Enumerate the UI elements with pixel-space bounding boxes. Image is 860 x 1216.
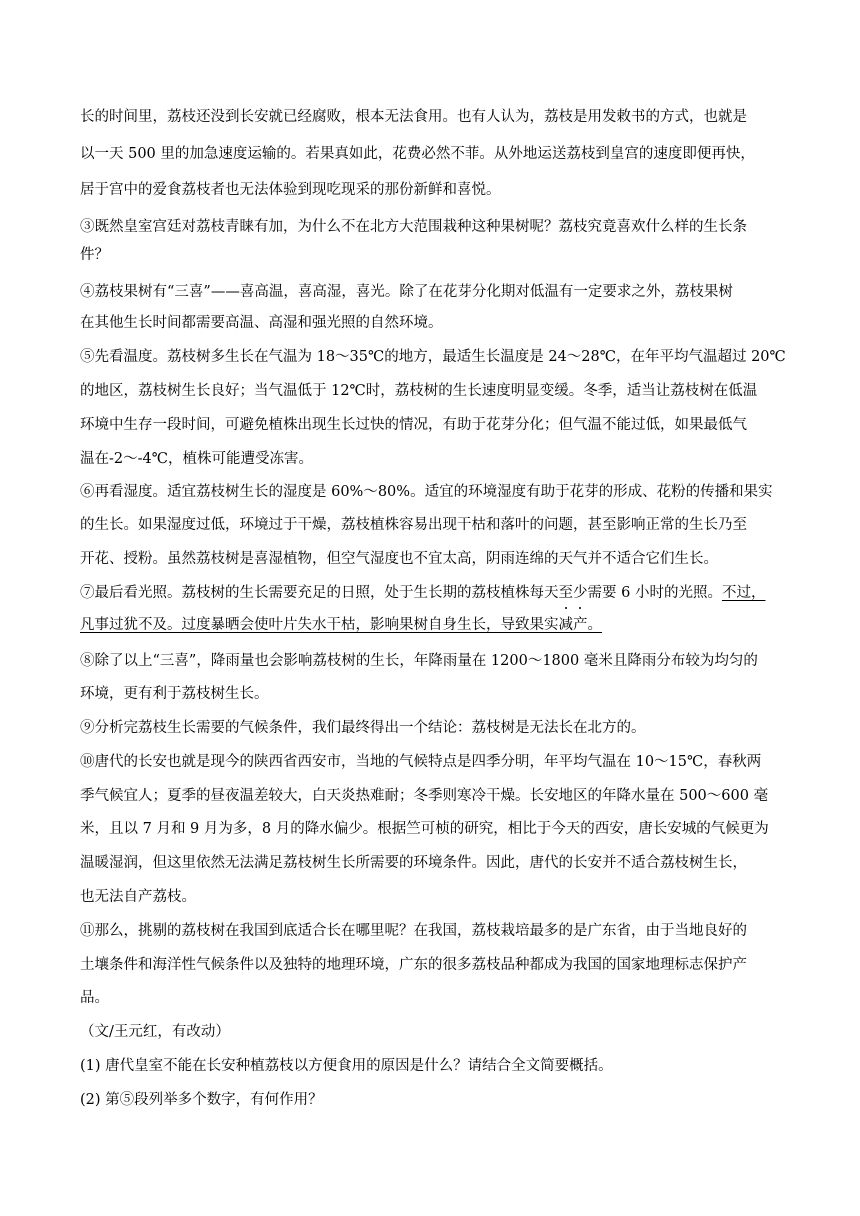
paragraph-5-line: ⑤先看温度。荔枝树多生长在气温为 18～35℃的地方，最适生长温度是 24～28℃，在年平均气温超过 20℃ [80,349,786,365]
text-line: 以一天 500 里的加急速度运输的。若果真如此，花费必然不菲。从外地运送荔枝到皇宫的速度即便再快， [80,146,755,162]
text-run: ⑦最后看光照。荔枝树的生长需要充足的日照，处于生长期的荔枝植株每天 [80,585,559,601]
question-1: (1) 唐代皇室不能在长安种植荔枝以方便食用的原因是什么？请结合全文简要概括。 [80,1058,613,1074]
emphasized-char: 少 [573,585,588,601]
paragraph-3-line: ③既然皇室宫廷对荔枝青睐有加，为什么不在北方大范围栽种这种果树呢？荔枝究竟喜欢什么样的生长条 [80,219,747,235]
paragraph-10-line: 温暖湿润，但这里依然无法满足荔枝树生长所需要的环境条件。因此，唐代的长安并不适合荔枝树生长， [80,855,747,871]
paragraph-11-line: 品。 [80,990,109,1006]
paragraph-7-line [80,583,765,603]
paragraph-4-line: 在其他生长时间都需要高温、高湿和强光照的自然环境。 [80,315,443,331]
text-run: 需要 6 小时的光照。 [587,585,722,601]
paragraph-3-line: 件？ [80,247,109,263]
underlined-sentence: 不过， [721,585,766,601]
paragraph-10-line: ⑩唐代的长安也就是现今的陕西省西安市，当地的气候特点是四季分明，年平均气温在 10～15℃，春秋两 [80,754,762,770]
paragraph-6-line: ⑥再看湿度。适宜荔枝树生长的湿度是 60%～80%。适宜的环境湿度有助于花芽的形成、花粉的传播和果实 [80,484,773,500]
paragraph-5-line: 的地区，荔枝树生长良好；当气温低于 12℃时，荔枝树的生长速度明显变缓。冬季，适当让荔枝树在低温 [80,383,758,399]
paragraph-9-line: ⑨分析完荔枝生长需要的气候条件，我们最终得出一个结论：荔枝树是无法长在北方的。 [80,720,646,736]
text-line: 居于宫中的爱食荔枝者也无法体验到现吃现采的那份新鲜和喜悦。 [80,182,501,198]
question-2: (2) 第⑤段列举多个数字，有何作用？ [80,1092,323,1108]
paragraph-10-line: 季气候宜人；夏季的昼夜温差较大，白天炎热难耐；冬季则寒冷干燥。长安地区的年降水量在 500～600 毫 [80,788,769,804]
paragraph-11-line: 土壤条件和海洋性气候条件以及独特的地理环境，广东的很多荔枝品种都成为我国的国家地理标志保护产 [80,957,747,973]
paragraph-8-line: 环境，更有利于荔枝树生长。 [80,686,269,702]
paragraph-8-line: ⑧除了以上“三喜”，降雨量也会影响荔枝树的生长，年降雨量在 1200～1800 毫米且降雨分布较为均匀的 [80,653,758,669]
paragraph-6-line: 开花、授粉。虽然荔枝树是喜湿植物，但空气湿度也不宜太高，阴雨连绵的天气并不适合它们生长。 [80,551,718,567]
emphasized-char: 至 [558,585,573,601]
paragraph-4-line: ④荔枝果树有“三喜”——喜高温，喜高湿，喜光。除了在花芽分化期对低温有一定要求之外，荔枝果树 [80,284,733,300]
paragraph-11-line: ⑪那么，挑剔的荔枝树在我国到底适合长在哪里呢？在我国，荔枝栽培最多的是广东省，由于当地良好的 [80,923,747,939]
source-note: （文/王元红，有改动） [80,1024,230,1040]
underlined-sentence: 凡事过犹不及。过度暴晒会使叶片失水干枯，影响果树自身生长，导致果实减产。 [80,617,602,633]
paragraph-7-line [80,615,602,635]
paragraph-5-line: 环境中生存一段时间，可避免植株出现生长过快的情况，有助于花芽分化；但气温不能过低，如果最低气 [80,417,747,433]
paragraph-5-line: 温在-2～-4℃，植株可能遭受冻害。 [80,451,313,467]
text-line: 长的时间里，荔枝还没到长安就已经腐败，根本无法食用。也有人认为，荔枝是用发敕书的方式，也就是 [80,109,747,125]
paragraph-6-line: 的生长。如果湿度过低，环境过于干燥，荔枝植株容易出现干枯和落叶的问题，甚至影响正常的生长乃至 [80,517,747,533]
paragraph-10-line: 米，且以 7 月和 9 月为多，8 月的降水偏少。根据竺可桢的研究，相比于今天的西安，唐长安城的气候更为 [80,821,769,837]
paragraph-10-line: 也无法自产荔枝。 [80,889,196,905]
